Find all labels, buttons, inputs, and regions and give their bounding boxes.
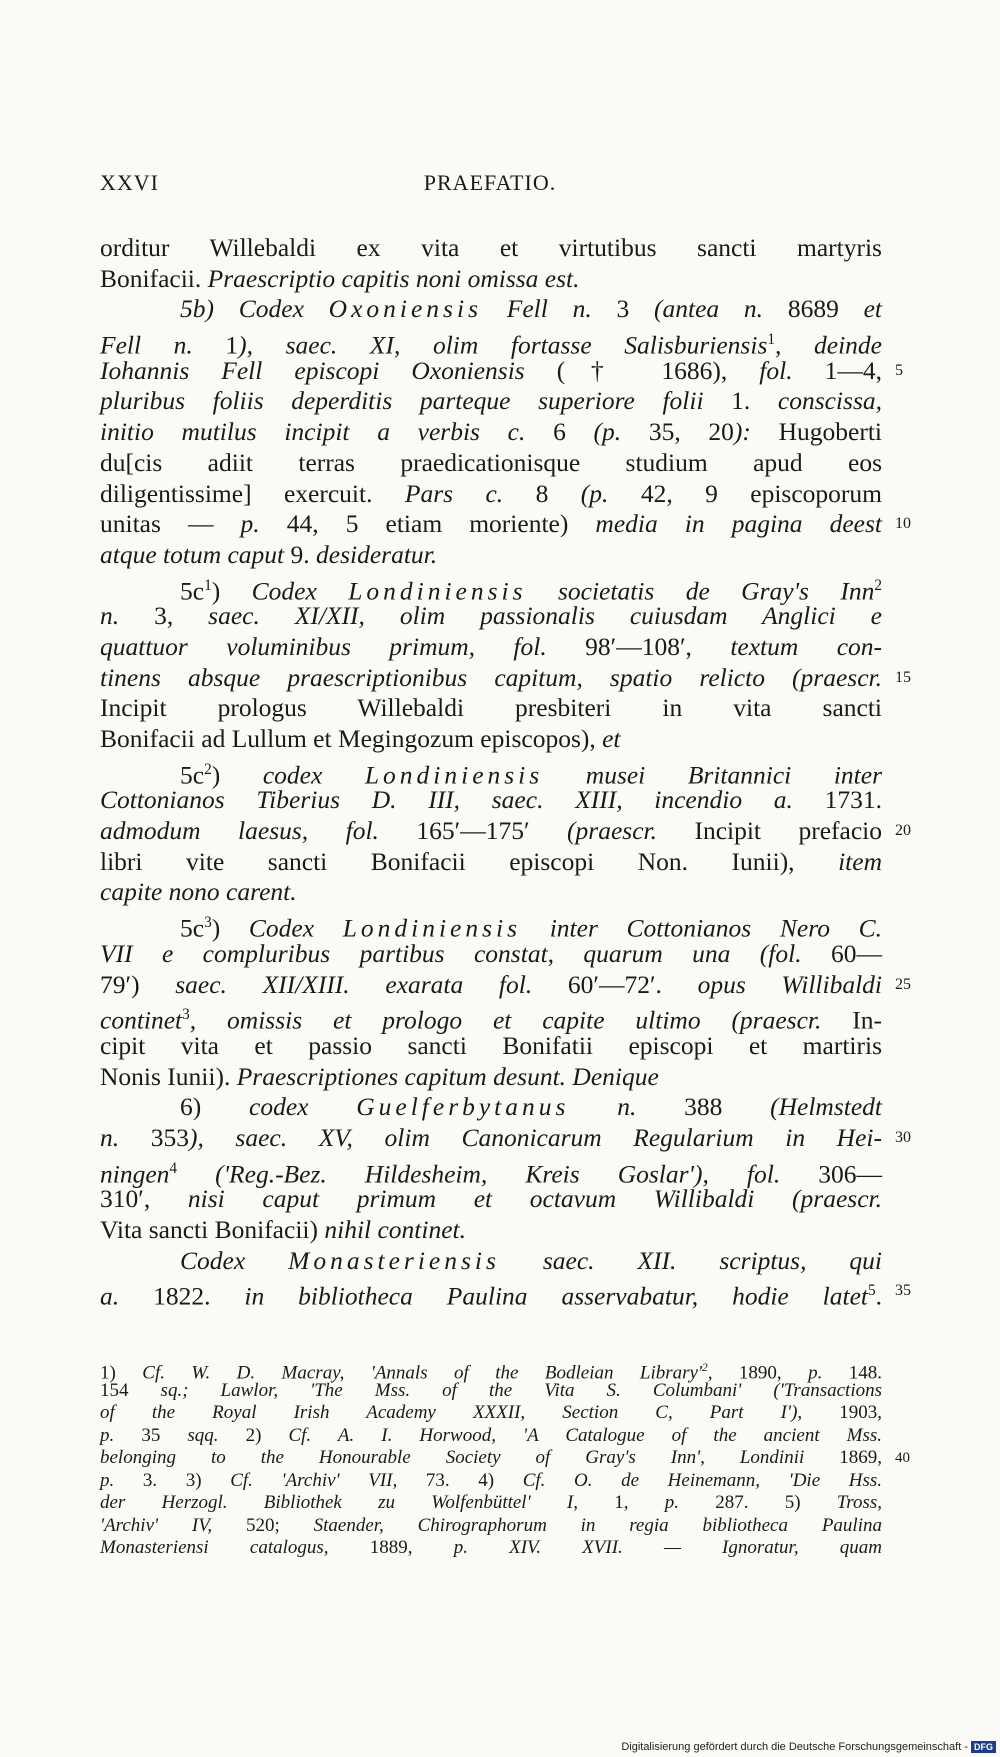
text-segment: 8689: [787, 294, 864, 324]
footnote-marker: 1: [204, 576, 212, 594]
text-segment: 6): [180, 1092, 249, 1122]
footnote-line: [100, 1357, 883, 1384]
text-segment: , deinde: [775, 330, 882, 360]
footnotes: [100, 1357, 910, 1560]
text-segment: 1822.: [153, 1281, 245, 1311]
footnote-line: [100, 1402, 882, 1425]
text-line: [100, 540, 882, 571]
text-segment: Praescriptio capitis noni omissa est.: [207, 263, 580, 293]
text-segment: p.: [100, 1424, 142, 1446]
text-segment: 3,: [154, 601, 209, 631]
text-segment: p.: [664, 1492, 716, 1513]
text-segment: saec. XII. scriptus, qui: [499, 1245, 882, 1275]
text-segment: .: [875, 1281, 883, 1311]
line-number: 20: [895, 822, 911, 840]
text-line: [100, 355, 903, 387]
text-segment: ):: [733, 417, 779, 447]
text-line: [100, 755, 882, 790]
text-segment: 1731.: [824, 785, 882, 815]
line-number: 35: [895, 1282, 911, 1300]
text-segment: Oxoniensis: [328, 294, 482, 324]
text-segment: 306—: [818, 1159, 882, 1189]
text-segment: Cf. W. D. Macray, 'Annals of the Bodleian Library': [142, 1362, 703, 1384]
text-segment: Londiniensis: [364, 760, 544, 790]
text-segment: Bonifacii ad Lullum et Megingozum episcopos),: [100, 724, 603, 753]
text-line: [100, 1184, 882, 1215]
footnote-line: [100, 1492, 882, 1515]
text-segment: Monasteriensis: [288, 1245, 500, 1275]
text-segment: Codex: [248, 913, 343, 943]
footnote-marker: 4: [169, 1159, 178, 1177]
text-line: [100, 1246, 882, 1277]
text-segment: p. XIV. XVII. — Ignoratur, quam: [453, 1537, 883, 1558]
text-segment: 165′—175′: [416, 816, 568, 846]
footnote-line: [100, 1380, 882, 1403]
text-segment: tinens absque praescriptionibus capitum, spatio relicto (praescr.: [100, 662, 882, 692]
text-line: [100, 1031, 882, 1062]
text-segment: Nonis Iunii).: [100, 1061, 237, 1091]
text-segment: of the Royal Irish Academy XXXII, Section C, Part I'),: [100, 1402, 840, 1423]
text-segment: 5c: [180, 760, 205, 790]
text-segment: Incipit prologus Willebaldi presbiteri in vita sancti: [100, 693, 882, 723]
text-line: [100, 233, 882, 264]
text-line: [100, 325, 882, 360]
footnote-marker: 5: [868, 1282, 876, 1300]
text-segment: Fell n.: [482, 294, 617, 324]
text-segment: ('Reg.-Bez. Hildesheim, Kreis Goslar'), fol.: [177, 1159, 819, 1189]
text-segment: desideratur.: [316, 539, 438, 569]
text-segment: 1903,: [839, 1402, 882, 1423]
text-segment: ningen: [100, 1159, 170, 1189]
text-segment: 148.: [848, 1362, 883, 1384]
text-segment: inter Cottonianos Nero C.: [521, 913, 882, 943]
text-segment: Hugoberti: [778, 417, 883, 447]
text-segment: Cf. 'Archiv' VII,: [230, 1469, 426, 1491]
text-segment: sq.; Lawlor, 'The Mss. of the Vita S. Columbani' ('Transactions: [160, 1379, 882, 1401]
text-segment: Iohannis Fell episcopi Oxoniensis: [100, 355, 557, 385]
text-segment: pluribus foliis deperditis parteque superiore folii: [100, 386, 732, 416]
running-head: [100, 170, 880, 200]
text-segment: ), saec. XV, olim Canonicarum Regularium in Hei-: [188, 1122, 882, 1152]
text-segment: 60′—72′.: [567, 969, 698, 999]
line-number: 10: [895, 515, 911, 533]
text-segment: Londiniensis: [342, 913, 522, 943]
text-segment: Codex: [251, 576, 349, 606]
text-segment: 98′—108′,: [585, 631, 731, 661]
text-line: [100, 509, 911, 540]
footnote-line: [100, 1515, 882, 1538]
text-segment: Staender, Chirographorum in regia bibliotheca Paulina: [313, 1514, 882, 1536]
text-line: [100, 448, 882, 479]
text-segment: 353: [150, 1122, 189, 1152]
text-segment: continet: [100, 1005, 183, 1035]
text-segment: opus Willibaldi: [697, 969, 882, 999]
text-segment: Codex: [180, 1245, 289, 1275]
text-segment: Cf. O. de Heinemann, 'Die Hss.: [522, 1469, 883, 1491]
text-segment: 'Archiv' IV,: [100, 1514, 246, 1536]
text-segment: Vita sancti Bonifacii): [100, 1215, 325, 1244]
text-segment: saec. XII/XIII. exarata fol.: [175, 969, 568, 999]
text-segment: textum con-: [730, 631, 883, 661]
text-segment: Guelferbytanus: [356, 1092, 570, 1122]
text-line: [100, 847, 882, 878]
text-segment: fol.: [759, 355, 825, 385]
text-segment: 1—4,: [824, 355, 882, 385]
text-line: [100, 294, 882, 325]
text-line: [100, 662, 911, 694]
text-segment: 1.: [731, 386, 778, 416]
text-segment: conscissa,: [777, 386, 882, 416]
footnote-line: [100, 1470, 882, 1493]
page-number: XXVI: [100, 170, 159, 195]
text-segment: 310′,: [100, 1184, 188, 1214]
text-segment: quattuor voluminibus primum, fol.: [100, 631, 586, 661]
text-line: [100, 724, 882, 755]
text-segment: codex: [262, 760, 365, 790]
text-segment: sqq.: [187, 1424, 246, 1446]
text-segment: 3. 3): [142, 1469, 231, 1491]
text-segment: et: [863, 294, 882, 324]
text-line: [100, 969, 911, 1001]
text-segment: nihil continet.: [324, 1215, 467, 1244]
text-segment: 9.: [290, 539, 317, 569]
text-segment: der Herzogl. Bibliothek zu Wolfenbüttel' I,: [100, 1492, 615, 1513]
footnote-line: [100, 1537, 882, 1560]
text-segment: ): [211, 913, 249, 943]
text-segment: (p.: [580, 478, 641, 508]
text-line: [100, 1276, 911, 1311]
text-segment: 154: [100, 1379, 161, 1401]
text-segment: ): [211, 760, 263, 790]
text-segment: 1890,: [738, 1362, 809, 1384]
text-line: [100, 1092, 882, 1123]
text-segment: 1869,: [839, 1447, 882, 1468]
text-segment: 1): [100, 1362, 143, 1384]
text-segment: Fell n.: [100, 330, 226, 360]
text-segment: a.: [100, 1281, 154, 1311]
footnote-marker: 2: [874, 576, 882, 594]
line-number: 40: [895, 1450, 910, 1466]
text-segment: libri vite sancti Bonifacii episcopi Non. Iunii),: [100, 846, 839, 876]
footnote-marker: 2: [204, 760, 212, 778]
footnote-line: [100, 1447, 910, 1470]
text-segment: Cottonianos Tiberius D. III, saec. XIII, incendio a.: [100, 785, 825, 815]
text-segment: p.: [240, 509, 287, 539]
text-segment: atque totum caput: [100, 539, 291, 569]
text-line: [100, 417, 882, 448]
text-segment: 3: [616, 294, 655, 324]
imprint-text: Digitalisierung gefördert durch die Deutsche Forschungsgemeinschaft -: [621, 1741, 968, 1753]
text-segment: 79′): [100, 969, 176, 999]
main-text: [100, 233, 911, 1311]
text-line: [100, 1215, 882, 1246]
text-segment: 5c: [180, 913, 205, 943]
footnote-marker: 3: [204, 914, 212, 932]
text-segment: († 1686),: [556, 355, 760, 385]
text-segment: et: [602, 724, 621, 753]
text-segment: 73. 4): [425, 1469, 523, 1491]
text-segment: 5c: [180, 576, 205, 606]
text-segment: unitas —: [100, 509, 241, 539]
text-segment: Tross,: [836, 1492, 883, 1513]
text-segment: 1: [225, 330, 239, 360]
text-segment: cipit vita et passio sancti Bonifatii episcopi et martiris: [100, 1030, 882, 1060]
text-segment: p.: [100, 1469, 143, 1491]
text-line: [100, 877, 882, 908]
text-segment: diligentissime] exercuit.: [100, 478, 405, 508]
text-segment: n.: [569, 1092, 685, 1122]
text-segment: Londiniensis: [348, 576, 527, 606]
text-line: [100, 386, 882, 417]
text-segment: (Helmstedt: [770, 1092, 882, 1122]
text-line: [100, 908, 882, 943]
text-segment: 44, 5 etiam moriente): [286, 509, 596, 539]
text-segment: n.: [100, 601, 155, 631]
text-segment: du[cis adiit terras praedicationisque studium apud eos: [100, 447, 882, 477]
text-segment: ): [211, 576, 252, 606]
text-line: [100, 693, 882, 724]
footnote-marker: 1: [767, 331, 776, 349]
text-line: [100, 571, 882, 606]
running-title: PRAEFATIO.: [423, 170, 557, 195]
text-segment: (praescr.: [567, 816, 695, 846]
line-number: 5: [895, 361, 903, 379]
text-segment: VII e compluribus partibus constat, quarum una (fol.: [100, 938, 831, 968]
text-segment: 8: [535, 478, 581, 508]
text-segment: Incipit prefacio: [694, 816, 883, 846]
text-segment: saec. XI/XII, olim passionalis cuiusdam Anglici e: [208, 601, 882, 631]
text-segment: musei Britannici inter: [543, 760, 882, 790]
text-line: [100, 1000, 882, 1035]
text-segment: 1889,: [369, 1537, 454, 1558]
text-segment: codex: [249, 1092, 357, 1122]
text-line: [100, 1122, 911, 1154]
text-segment: Praescriptiones capitum desunt. Denique: [236, 1061, 659, 1091]
text-segment: in bibliotheca Paulina asservabatur, hodie latet: [244, 1281, 868, 1311]
text-line: [100, 632, 882, 663]
text-segment: 6: [553, 417, 594, 447]
footnote-marker: 3: [182, 1006, 190, 1024]
text-segment: Pars c.: [404, 478, 536, 508]
text-segment: societatis de Gray's Inn: [526, 576, 875, 606]
text-segment: media in pagina deest: [595, 509, 883, 539]
text-line: [100, 264, 882, 295]
text-segment: admodum laesus, fol.: [100, 816, 417, 846]
text-line: [100, 1062, 882, 1093]
text-segment: 2): [245, 1424, 289, 1446]
text-line: [100, 816, 911, 847]
text-segment: 35: [141, 1424, 188, 1446]
text-segment: 1,: [614, 1492, 665, 1513]
text-segment: ), saec. XI, olim fortasse Salisburiensis: [238, 330, 768, 360]
footnote-marker: 2: [702, 1362, 708, 1374]
text-segment: initio mutilus incipit a verbis c.: [100, 417, 554, 447]
text-segment: (p.: [593, 417, 649, 447]
text-segment: n.: [100, 1122, 151, 1152]
text-segment: 520;: [245, 1514, 314, 1536]
text-segment: (antea n.: [654, 294, 788, 324]
text-segment: 5b) Codex: [180, 294, 329, 324]
text-line: [100, 479, 882, 510]
text-segment: Bonifacii.: [100, 263, 208, 293]
text-segment: 287. 5): [715, 1492, 837, 1513]
line-number: 15: [895, 668, 911, 686]
text-segment: Cf. A. I. Horwood, 'A Catalogue of the ancient Mss.: [288, 1424, 883, 1446]
text-line: [100, 1154, 882, 1189]
text-segment: 42, 9 episcoporum: [640, 478, 882, 508]
text-segment: 60—: [831, 938, 882, 968]
dfg-logo: DFG: [971, 1741, 996, 1753]
text-segment: item: [838, 846, 882, 876]
text-segment: In-: [852, 1005, 882, 1035]
text-segment: Monasteriensi catalogus,: [100, 1537, 370, 1558]
text-line: [100, 939, 882, 970]
text-segment: ,: [707, 1362, 739, 1384]
text-segment: p.: [808, 1362, 849, 1384]
text-segment: 388: [684, 1092, 771, 1122]
footnote-line: [100, 1425, 882, 1448]
text-segment: nisi caput primum et octavum Willibaldi (praescr.: [187, 1184, 883, 1214]
text-line: [100, 601, 882, 632]
digitization-imprint: [621, 1741, 996, 1753]
text-segment: belonging to the Honourable Society of Gray's Inn', Londinii: [100, 1447, 840, 1468]
line-number: 30: [895, 1128, 911, 1146]
line-number: 25: [895, 975, 911, 993]
text-segment: capite nono carent.: [100, 877, 297, 907]
text-segment: orditur Willebaldi ex vita et virtutibus sancti martyris: [100, 233, 882, 262]
text-segment: , omissis et prologo et capite ultimo (praescr.: [189, 1005, 853, 1035]
text-line: [100, 785, 882, 816]
text-segment: 35, 20: [648, 417, 734, 447]
